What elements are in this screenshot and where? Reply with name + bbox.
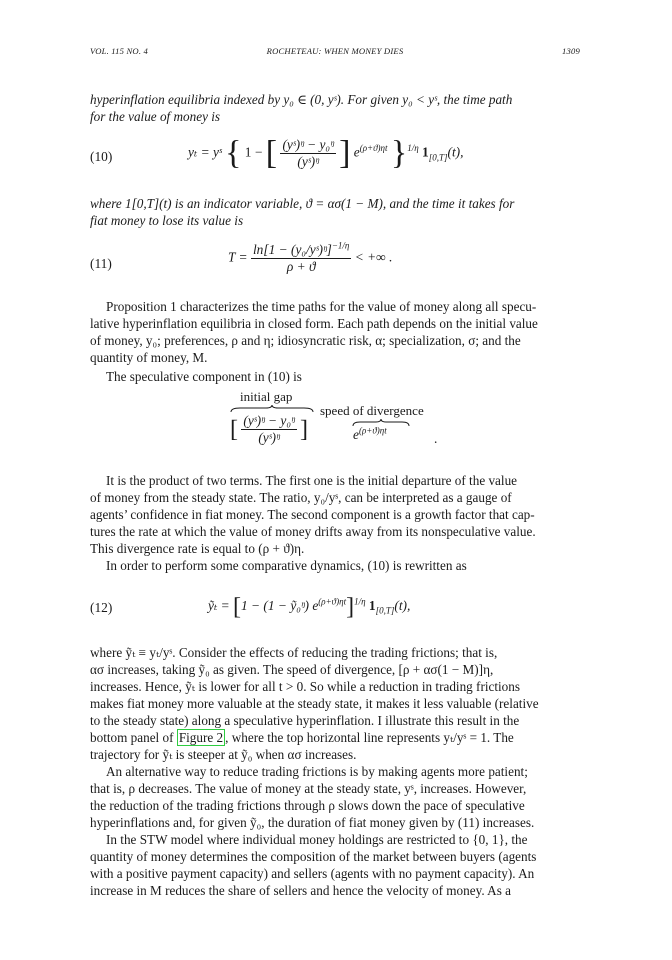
paragraph-indicator (90, 195, 580, 229)
text-line: makes fiat money more valuable at the steady state, it makes it less valuable (relative (90, 696, 539, 711)
eq-lhs: yₜ = yˢ (188, 144, 222, 160)
equation-11 (90, 240, 580, 286)
numerator-text: ln[1 − (y₀/yˢ)ᵑ] (252, 242, 332, 257)
paragraph-product (90, 472, 580, 557)
eq-arg: (t), (394, 598, 411, 613)
speculative-component (90, 389, 580, 463)
equation-number: (11) (90, 256, 112, 271)
text-line (90, 729, 580, 746)
indicator-symbol: 1 (368, 598, 376, 613)
exp-base: e (353, 427, 359, 442)
exp-superscript: (ρ+ϑ)ηt (359, 143, 388, 154)
paragraph-frictions (90, 644, 580, 763)
article-title: ROCHETEAU: WHEN MONEY DIES (266, 46, 404, 56)
indicator-subscript: [0,T] (375, 605, 395, 616)
overbrace-gap (230, 405, 314, 413)
eq-power: 1/η (354, 596, 366, 607)
bracket-close: ] (339, 134, 351, 172)
text-line: of money, y₀; preferences, ρ and η; idiosyncratic risk, α; specialization, σ; and the (90, 333, 521, 348)
equation-10 (90, 135, 580, 183)
text-line: In order to perform some comparative dynamics, (10) is rewritten as (106, 558, 467, 573)
brace-close: } (390, 134, 408, 172)
text-line: lative hyperinflation equilibria in closed form. Each path depends on the initial value (90, 316, 538, 331)
equation-body (208, 593, 411, 620)
page-number: 1309 (562, 46, 580, 56)
bracket-open: [ (265, 134, 278, 172)
speed-expression (353, 427, 387, 443)
equation-12 (90, 592, 580, 628)
equation-number: (10) (90, 149, 113, 164)
text-line: It is the product of two terms. The first one is the initial departure of the value (106, 473, 518, 488)
text-line: The speculative component in (10) is (106, 369, 302, 384)
eq-body: 1 − (1 − ỹ₀ᵑ) e (241, 598, 319, 613)
eq-rhs: < +∞ . (354, 249, 393, 265)
text-line: trajectory for ỹₜ is steeper at ỹ₀ when ασ increases. (90, 747, 357, 762)
fraction-numerator: (yˢ)ᵑ − y₀ᵑ (282, 137, 334, 152)
journal-volume: VOL. 115 NO. 4 (90, 46, 149, 56)
eq-one-minus: 1 − (244, 144, 263, 160)
text-fragment: , where the top horizontal line represents yₜ/yˢ = 1. The (225, 730, 514, 745)
fraction-numerator (251, 242, 351, 259)
text-line: where 1[0,T](t) is an indicator variable, ϑ = ασ(1 − M), and the time it takes for (90, 196, 515, 211)
text-line: fiat money to lose its value is (90, 213, 244, 228)
text-line: ασ increases, taking ỹ₀ as given. The speed of divergence, [ρ + ασ(1 − M)]η, (90, 662, 494, 677)
text-line: An alternative way to reduce trading frictions is by making agents more patient; (106, 764, 528, 779)
eq-fraction (251, 242, 351, 275)
text-line: In the STW model where individual money holdings are restricted to {0, 1}, the (106, 832, 528, 847)
eq-arg: (t), (447, 144, 464, 160)
text-fragment: bottom panel of (90, 730, 177, 745)
indicator-subscript: [0,T] (428, 152, 448, 163)
label-speed-divergence: speed of divergence (320, 403, 424, 418)
text-line: that is, ρ decreases. The value of money at the steady state, yˢ, increases. However, (90, 781, 527, 796)
equation-body (228, 242, 392, 275)
label-initial-gap: initial gap (240, 389, 293, 404)
text-line: the reduction of the trading frictions through ρ slows down the pace of speculative (90, 798, 525, 813)
paragraph-proposition (90, 298, 580, 366)
text-line: with a positive payment capacity) and sellers (agents with no payment capacity). An (90, 866, 535, 881)
fraction-numerator: (yˢ)ᵑ − y₀ᵑ (243, 413, 295, 428)
eq-fraction (280, 137, 335, 170)
equation-body (188, 134, 464, 172)
text-line: for the value of money is (90, 109, 221, 124)
eq-power: 1/η (407, 143, 419, 154)
text-line: quantity of money, M. (90, 350, 208, 365)
bracket-close: ] (299, 416, 308, 443)
fraction-denominator: (yˢ)ᵑ (297, 154, 319, 169)
indicator-symbol: 1 (422, 144, 429, 160)
gap-expression (230, 413, 308, 446)
bracket-open: [ (230, 416, 238, 443)
bracket-close: ] (346, 593, 355, 620)
running-head (90, 46, 580, 60)
text-line: This divergence rate is equal to (ρ + ϑ)η. (90, 541, 305, 556)
fraction-denominator: ρ + ϑ (286, 259, 316, 274)
equation-number: (12) (90, 600, 113, 615)
period: . (434, 431, 438, 446)
numerator-exponent: −1/η (331, 240, 350, 251)
text-line: tures the rate at which the value of money drifts away from its nonspeculative value. (90, 524, 536, 539)
text-line: increase in M reduces the share of sellers and hence the velocity of money. As a (90, 883, 511, 898)
brace-open: { (225, 134, 242, 172)
text-line: hyperinflation equilibria indexed by y₀ ∈ (0, yˢ). For given y₀ < yˢ, the time path (90, 92, 513, 107)
paragraph-rewrite (90, 557, 580, 574)
exp-superscript: (ρ+ϑ)ηt (358, 425, 387, 436)
exp-base: e (353, 144, 360, 160)
paragraph-speculative (90, 368, 580, 385)
paragraph-intro (90, 91, 580, 125)
text-line: hyperinflations and, for given ỹ₀, the duration of fiat money given by (11) increases. (90, 815, 535, 830)
paragraph-stw-model (90, 831, 580, 899)
text-line: to the steady state) along a speculative hyperinflation. I illustrate this result in the (90, 713, 520, 728)
exp-superscript: (ρ+ϑ)ηt (318, 596, 347, 607)
fraction-denominator: (yˢ)ᵑ (258, 430, 280, 445)
gap-fraction (241, 413, 296, 446)
paragraph-patience (90, 763, 580, 831)
text-line: of money from the steady state. The ratio, y₀/yˢ, can be interpreted as a gauge of (90, 490, 512, 505)
text-line: quantity of money determines the composition of the market between buyers (agents (90, 849, 537, 864)
bracket-open: [ (233, 593, 241, 620)
figure-2-link[interactable]: Figure 2 (178, 730, 224, 745)
eq-lhs: T = (228, 249, 248, 265)
text-line: agents’ confidence in fiat money. The second component is a growth factor that cap- (90, 507, 535, 522)
text-line: increases. Hence, ỹₜ is lower for all t > 0. So while a reduction in trading frictions (90, 679, 521, 694)
text-line: Proposition 1 characterizes the time paths for the value of money along all specu- (106, 299, 537, 314)
eq-lhs: ỹₜ = (208, 598, 230, 613)
text-line: where ỹₜ ≡ yₜ/yˢ. Consider the effects of reducing the trading frictions; that is, (90, 645, 498, 660)
